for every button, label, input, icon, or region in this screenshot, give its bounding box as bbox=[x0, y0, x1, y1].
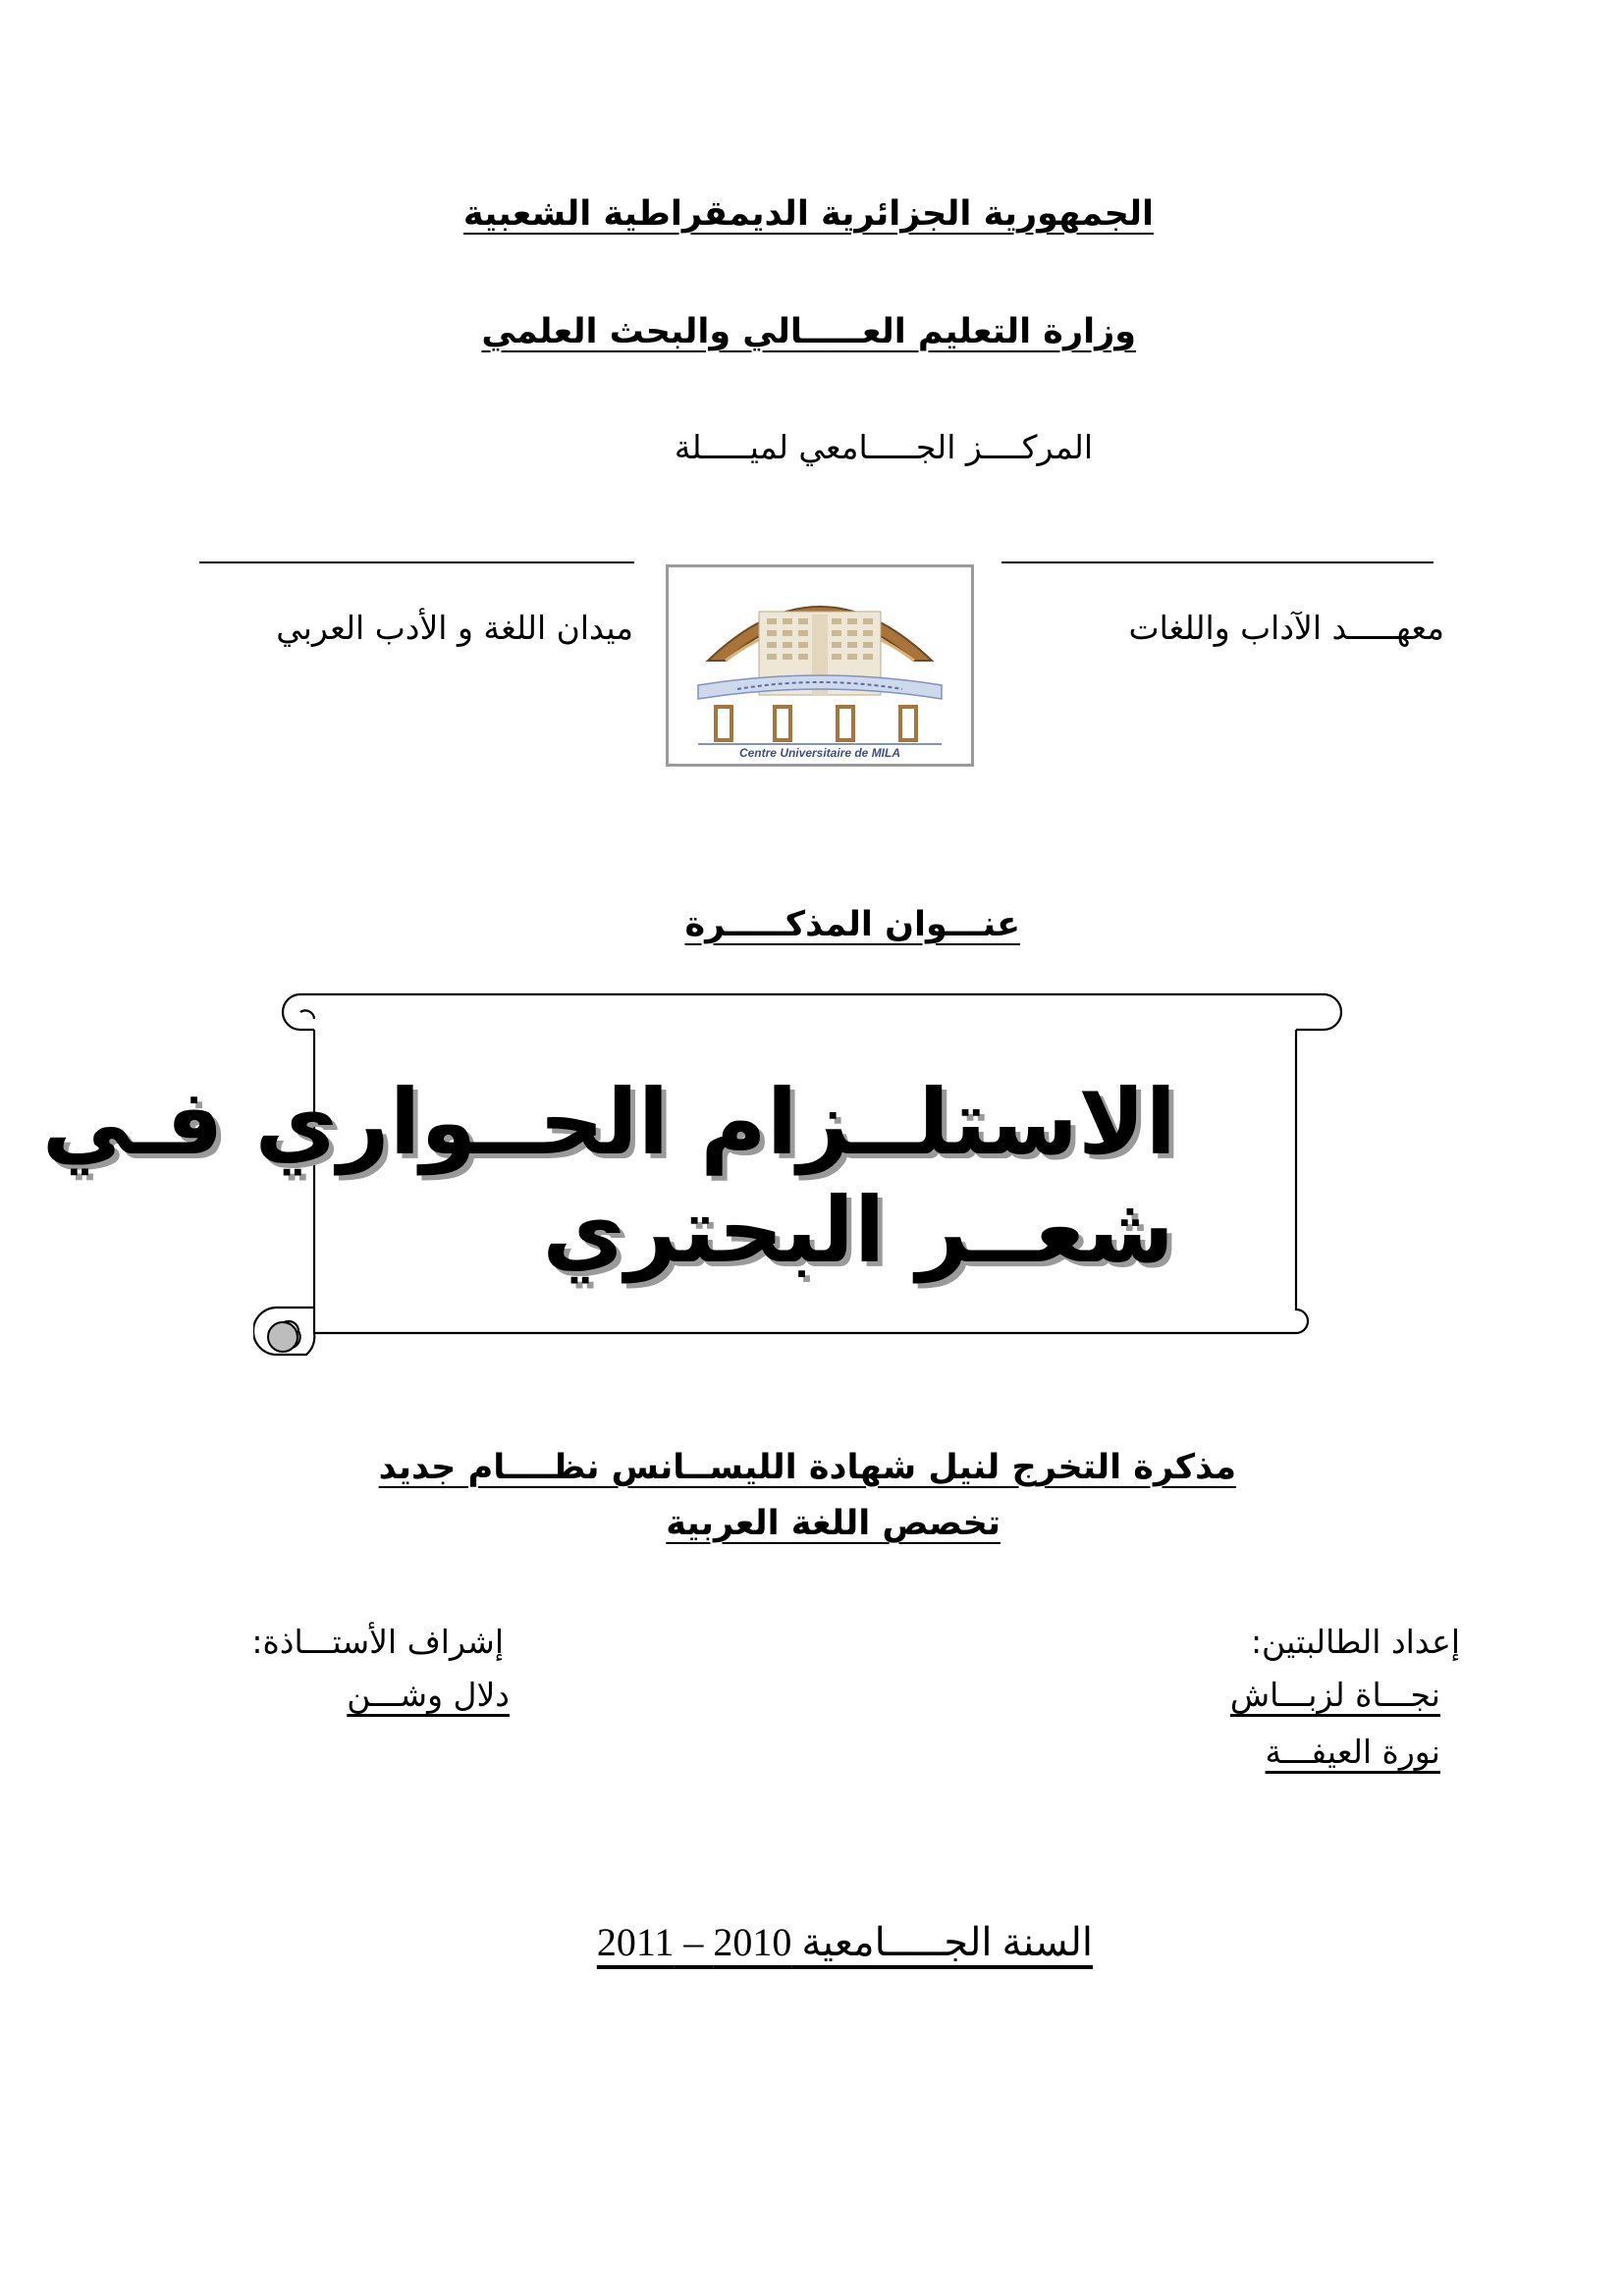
title-scroll-frame bbox=[41, 991, 1345, 1360]
memo-title-line2: شعــر البحتري bbox=[542, 1178, 1174, 1283]
degree-line: مذكرة التخرج لنيل شهادة الليســانس نظــــام جديد bbox=[378, 1448, 1236, 1487]
supervisor-label: إشراف الأستـــاذة: bbox=[251, 1623, 504, 1661]
university-logo-icon bbox=[666, 564, 974, 767]
ministry-heading: وزارة التعليم العـــــالي والبحث العلمي bbox=[481, 312, 1136, 351]
memo-heading: عنـــوان المذكـــــرة bbox=[684, 905, 1020, 944]
specialization-line: تخصص اللغة العربية bbox=[666, 1504, 1001, 1543]
left-divider bbox=[199, 561, 634, 563]
university-center-name: المركــــز الجـــــامعي لميـــــلة bbox=[674, 428, 1093, 466]
republic-heading: الجمهورية الجزائرية الديمقراطية الشعبية bbox=[462, 194, 1154, 234]
supervisor-name: دلال وشـــن bbox=[347, 1676, 510, 1714]
logo-caption: Centre Universitaire de MILA bbox=[738, 746, 901, 760]
students-label: إعداد الطالبتين: bbox=[1250, 1623, 1460, 1661]
memo-title-line1: الاستلــزام الحــواري فـي bbox=[41, 1070, 1176, 1175]
field-label: ميدان اللغة و الأدب العربي bbox=[276, 609, 633, 647]
student-name: نجـــاة لزبـــاش bbox=[1229, 1676, 1440, 1714]
student-name: نورة العيفـــة bbox=[1265, 1733, 1440, 1771]
institute-label: معهـــــد الآداب واللغات bbox=[1128, 609, 1444, 647]
right-divider bbox=[1001, 561, 1434, 563]
academic-year: السنة الجـــــامعية 2010 – 2011 bbox=[596, 1920, 1093, 1964]
